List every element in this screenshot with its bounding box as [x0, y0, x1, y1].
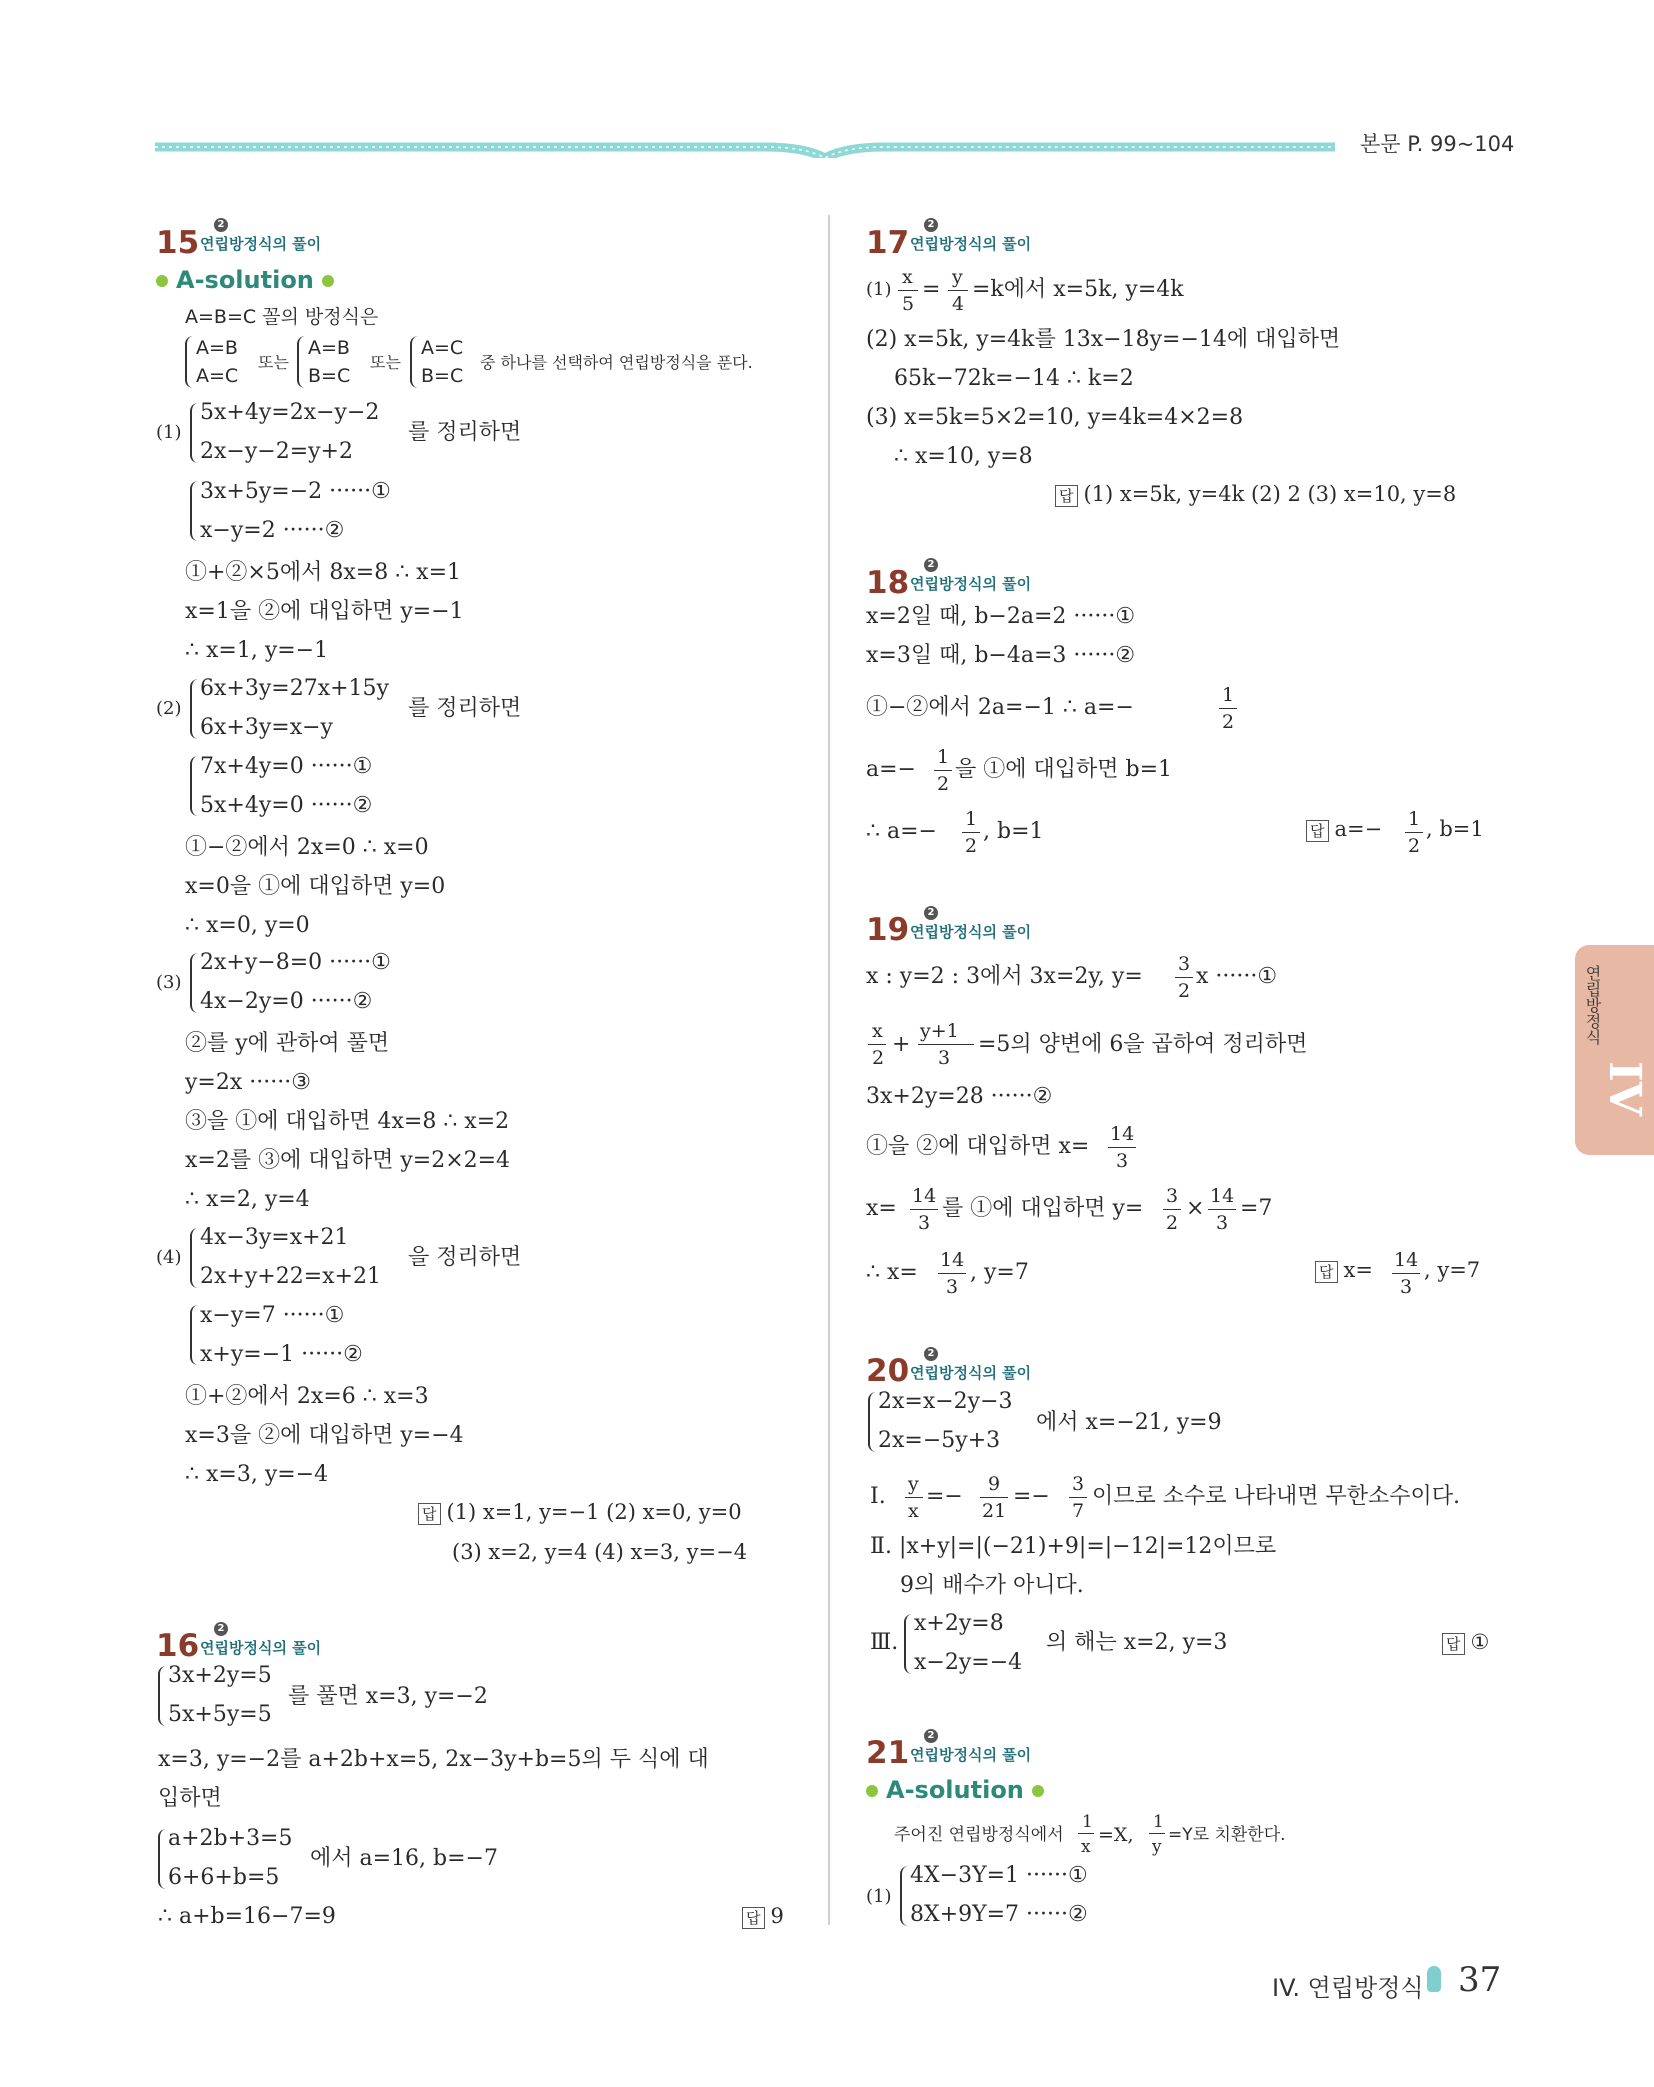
solution-line: ∴ a+b=16−7=9 [158, 1904, 336, 1929]
solution-line: x=3일 때, b−4a=3 ······② [866, 643, 1136, 668]
operator: =− [1013, 1484, 1050, 1509]
page-number: 37 [1458, 1960, 1502, 2000]
equation: x−y=7 ······① [200, 1303, 345, 1328]
answer-mark-icon: 답 [1442, 1633, 1465, 1655]
fraction-numerator: 14 [1110, 1123, 1135, 1145]
fraction-denominator: 2 [1408, 835, 1421, 857]
solution-line: 중 하나를 선택하여 연립방정식을 푼다. [480, 353, 753, 372]
equation: = [922, 277, 941, 302]
brace-icon [410, 336, 420, 388]
fraction-numerator: y+1 [920, 1020, 959, 1042]
question-topic-label: 2 연립방정식의 풀이 [200, 1623, 322, 1657]
equation: 8X+9Y=7 ······② [910, 1902, 1088, 1927]
fraction-denominator: 5 [902, 293, 915, 315]
fraction-denominator: 7 [1072, 1500, 1085, 1522]
answer-line: , b=1 [1426, 817, 1484, 841]
question-number-19: 19 [866, 912, 910, 948]
solution-line: ①−②에서 2x=0 ∴ x=0 [185, 835, 429, 860]
answer-line: , y=7 [1424, 1258, 1481, 1282]
solution-line: x= [866, 1196, 897, 1221]
solution-line: ∴ x=10, y=8 [894, 444, 1033, 469]
fraction-denominator: 2 [937, 773, 950, 795]
level-mark: 2 [924, 558, 938, 572]
answer-line: 답 (1) x=5k, y=4k (2) 2 (3) x=10, y=8 [1055, 482, 1456, 507]
question-topic-label [200, 218, 321, 254]
solution-line: x=2를 ③에 대입하면 y=2×2=4 [185, 1148, 511, 1173]
page-reference: 본문 P. 99~104 [1360, 132, 1515, 156]
solution-line: 3x+2y=28 ······② [866, 1084, 1053, 1109]
level-mark: 2 [214, 1622, 228, 1636]
fraction-numerator: x [872, 1020, 883, 1042]
operator: + [892, 1032, 911, 1057]
answer-mark-icon: 답 [742, 1907, 765, 1929]
header-decorative-bar [155, 136, 1335, 158]
answer-line: 답 (1) x=1, y=−1 (2) x=0, y=0 [418, 1500, 742, 1525]
fraction-denominator: 2 [1222, 711, 1235, 733]
fraction-numerator: 3 [1166, 1185, 1179, 1207]
solution-line: =7 [1240, 1196, 1273, 1221]
level-mark: 2 [924, 1347, 938, 1361]
answer-line: (3) x=2, y=4 (4) x=3, y=−4 [452, 1540, 748, 1564]
brace-icon [190, 1228, 200, 1288]
side-tab-roman: IV [1598, 1061, 1650, 1116]
solution-line: 을 ①에 대입하면 b=1 [955, 757, 1173, 782]
solution-line: 에서 a=16, b=−7 [310, 1846, 498, 1871]
answer-mark-icon: 답 [418, 1503, 441, 1525]
fraction-numerator: 1 [1153, 1812, 1164, 1832]
equation: =k에서 x=5k, y=4k [972, 277, 1184, 302]
solution-line: x=0을 ①에 대입하면 y=0 [185, 874, 446, 899]
footer-chapter-title: IV. 연립방정식 [1272, 1974, 1424, 2002]
solution-line: Ⅱ. |x+y|=|(−21)+9|=|−12|=12이므로 [870, 1534, 1277, 1559]
solution-line: 이므로 소수로 나타내면 무한소수이다. [1092, 1484, 1461, 1509]
solution-line: 에서 x=−21, y=9 [1036, 1410, 1222, 1435]
question-number-17: 17 [866, 225, 910, 261]
equation: 4X−3Y=1 ······① [910, 1863, 1088, 1888]
solution-line: x=1을 ②에 대입하면 y=−1 [185, 599, 464, 624]
equation: 2x−y−2=y+2 [200, 439, 353, 464]
solution-line: 을 정리하면 [408, 1245, 522, 1270]
fraction-denominator: 21 [982, 1500, 1007, 1522]
solution-line: ∴ a=− [866, 819, 937, 844]
brace-icon [158, 1829, 168, 1889]
column-divider [828, 215, 830, 1925]
solution-line: 9의 배수가 아니다. [900, 1573, 1084, 1598]
answer-line: 답 9 [742, 1904, 784, 1929]
fraction-denominator: x [908, 1500, 919, 1522]
equation: 2x+y−8=0 ······① [200, 950, 391, 975]
equation: 2x=−5y+3 [878, 1428, 1001, 1453]
fraction-numerator: 1 [937, 746, 950, 768]
equation: 2x=x−2y−3 [878, 1389, 1013, 1414]
equation: 5x+4y=0 ······② [200, 793, 373, 818]
solution-line: ∴ x= [866, 1260, 918, 1285]
fraction-numerator: 1 [1222, 684, 1235, 706]
equation: 4x−2y=0 ······② [200, 989, 373, 1014]
equation: 3x+5y=−2 ······① [200, 479, 391, 504]
solution-line: 65k−72k=−14 ∴ k=2 [894, 366, 1134, 391]
connector-text: 또는 [370, 353, 401, 372]
fraction-numerator: y [952, 266, 963, 288]
solution-line: ①을 ②에 대입하면 x= [866, 1134, 1090, 1159]
solution-line: 를 ①에 대입하면 y= [942, 1196, 1144, 1221]
bullet-dot-icon [1032, 1785, 1044, 1797]
solution-line: ∴ x=2, y=4 [185, 1187, 310, 1212]
equation: 3x+2y=5 [168, 1663, 272, 1688]
solution-line: a=− [866, 757, 916, 782]
solution-line: , y=7 [970, 1260, 1029, 1285]
equation: A=B [308, 337, 350, 359]
fraction-numerator: 14 [1210, 1185, 1235, 1207]
item-number: (2) [156, 698, 182, 719]
brace-icon [190, 1305, 200, 1365]
solution-line: y=2x ······③ [185, 1070, 311, 1095]
fraction-numerator: y [908, 1473, 919, 1495]
fraction-numerator: 14 [912, 1185, 937, 1207]
equation: a+2b+3=5 [168, 1826, 293, 1851]
equation: A=C [421, 337, 464, 359]
equation: x−2y=−4 [914, 1650, 1023, 1675]
equation: B=C [421, 365, 464, 387]
fraction-numerator: 3 [1072, 1473, 1085, 1495]
level-mark: 2 [214, 218, 228, 232]
fraction-numerator: 14 [1394, 1249, 1419, 1271]
a-solution-label: A-solution [858, 1776, 1052, 1804]
answer-line: 답 a=− [1306, 817, 1382, 842]
equation: 6+6+b=5 [168, 1865, 280, 1890]
brace-icon [190, 953, 200, 1013]
bullet-dot-icon [866, 1785, 878, 1797]
solution-line: ∴ x=3, y=−4 [185, 1462, 329, 1487]
question-topic-label: 2 연립방정식의 풀이 [910, 1348, 1032, 1382]
answer-mark-icon: 답 [1306, 820, 1329, 842]
solution-line: x : y=2 : 3에서 3x=2y, y= [866, 964, 1143, 989]
connector-text: 또는 [258, 353, 289, 372]
solution-line: 를 정리하면 [408, 696, 522, 721]
fraction-numerator: 3 [1178, 953, 1191, 975]
item-number: Ⅰ. [870, 1484, 886, 1509]
solution-line: x=3, y=−2를 a+2b+x=5, 2x−3y+b=5의 두 식에 대 [158, 1747, 709, 1772]
fraction-denominator: 2 [1178, 980, 1191, 1002]
bulb-icon [1427, 1966, 1441, 1992]
a-solution-label: A-solution [148, 266, 342, 294]
solution-line: (3) x=5k=5×2=10, y=4k=4×2=8 [866, 405, 1244, 430]
solution-line: 의 해는 x=2, y=3 [1046, 1630, 1228, 1655]
item-number: (3) [156, 972, 182, 993]
brace-icon [190, 679, 200, 739]
brace-icon [297, 336, 307, 388]
question-number-21: 21 [866, 1735, 910, 1771]
answer-mark-icon: 답 [1055, 485, 1078, 507]
solution-line: x=3을 ②에 대입하면 y=−4 [185, 1423, 464, 1448]
solution-line: ②를 y에 관하여 풀면 [185, 1031, 390, 1056]
equation: 4x−3y=x+21 [200, 1225, 349, 1250]
answer-line: 답 ① [1442, 1630, 1489, 1655]
equation: 2x+y+22=x+21 [200, 1264, 381, 1289]
fraction-numerator: 14 [940, 1249, 965, 1271]
solution-line: ①+②×5에서 8x=8 ∴ x=1 [185, 560, 462, 585]
fraction-denominator: 3 [918, 1212, 931, 1234]
fraction-denominator: y [1152, 1837, 1162, 1857]
brace-icon [158, 1666, 168, 1726]
bullet-dot-icon [156, 275, 168, 287]
fraction-denominator: 2 [965, 835, 978, 857]
answer-line: 답 x= [1315, 1258, 1373, 1283]
answer-mark-icon: 답 [1315, 1261, 1338, 1283]
brace-icon [190, 481, 200, 541]
solution-line: x=2일 때, b−2a=2 ······① [866, 604, 1136, 629]
brace-icon [190, 756, 200, 816]
solution-line: ①+②에서 2x=6 ∴ x=3 [185, 1384, 429, 1409]
fraction-denominator: 3 [946, 1276, 959, 1298]
fraction-denominator: 3 [1400, 1276, 1413, 1298]
operator: =− [926, 1484, 963, 1509]
solution-line: ①−②에서 2a=−1 ∴ a=− [866, 695, 1134, 720]
brace-icon [190, 403, 200, 463]
fraction-denominator: 2 [872, 1047, 885, 1069]
brace-icon [900, 1866, 910, 1926]
question-number-20: 20 [866, 1353, 910, 1389]
equation: 5x+4y=2x−y−2 [200, 400, 380, 425]
bullet-dot-icon [322, 275, 334, 287]
question-topic-label: 2 연립방정식의 풀이 [910, 907, 1032, 941]
fraction-numerator: 1 [1408, 808, 1421, 830]
item-number: Ⅲ. [870, 1630, 899, 1655]
question-number-16: 16 [156, 1628, 200, 1664]
fraction-numerator: 9 [988, 1473, 1001, 1495]
level-mark: 2 [924, 1729, 938, 1743]
side-tab-label: 연립방정식 [1583, 965, 1602, 1045]
question-topic-label: 2 연립방정식의 풀이 [910, 219, 1032, 253]
solution-line: x ······① [1196, 964, 1278, 989]
solution-line: =5의 양변에 6을 곱하여 정리하면 [978, 1032, 1308, 1057]
brace-icon [868, 1392, 878, 1452]
fraction-numerator: x [902, 266, 913, 288]
equation: x−y=2 ······② [200, 518, 345, 543]
operator: × [1186, 1196, 1205, 1221]
question-number-18: 18 [866, 565, 910, 601]
question-number-15: 15 [156, 225, 200, 261]
solution-line: , b=1 [983, 819, 1044, 844]
question-topic-label: 2 연립방정식의 풀이 [910, 1730, 1032, 1764]
solution-line: ∴ x=0, y=0 [185, 913, 310, 938]
topic-text: 연립방정식의 풀이 [200, 235, 322, 253]
solution-line: 주어진 연립방정식에서 [894, 1825, 1064, 1845]
solution-line: 를 정리하면 [408, 420, 522, 445]
question-topic-label: 2 연립방정식의 풀이 [910, 559, 1032, 593]
equation: =X, [1098, 1824, 1134, 1846]
chapter-side-tab [1575, 945, 1654, 1155]
fraction-denominator: 4 [952, 293, 965, 315]
fraction-denominator: 3 [1216, 1212, 1229, 1234]
level-mark: 2 [924, 218, 938, 232]
fraction-numerator: 1 [965, 808, 978, 830]
solution-line: 입하면 [158, 1786, 222, 1811]
solution-line: (2) x=5k, y=4k를 13x−18y=−14에 대입하면 [866, 327, 1341, 352]
equation: 7x+4y=0 ······① [200, 754, 373, 779]
item-number: (4) [156, 1247, 182, 1268]
equation: 5x+5y=5 [168, 1702, 272, 1727]
equation: x+2y=8 [914, 1611, 1004, 1636]
equation: 6x+3y=27x+15y [200, 676, 389, 701]
fraction-denominator: x [1081, 1837, 1091, 1857]
item-number: (1) [866, 1886, 892, 1907]
equation: B=C [308, 365, 351, 387]
equation: A=C [196, 365, 239, 387]
item-number: (1) [866, 279, 892, 300]
fraction-denominator: 3 [1116, 1150, 1129, 1172]
solution-line: ③을 ①에 대입하면 4x=8 ∴ x=2 [185, 1109, 510, 1134]
fraction-numerator: 1 [1082, 1812, 1093, 1832]
level-mark: 2 [924, 906, 938, 920]
solution-line: A=B=C 꼴의 방정식은 [185, 306, 379, 328]
fraction-denominator: 3 [938, 1047, 951, 1069]
solution-line: ∴ x=1, y=−1 [185, 638, 329, 663]
brace-icon [185, 336, 195, 388]
equation: x+y=−1 ······② [200, 1342, 363, 1367]
brace-icon [904, 1614, 914, 1674]
solution-line: 를 풀면 x=3, y=−2 [288, 1684, 488, 1709]
solution-line: =Y로 치환한다. [1168, 1825, 1286, 1845]
item-number: (1) [156, 422, 182, 443]
equation: A=B [196, 337, 238, 359]
fraction-denominator: 2 [1166, 1212, 1179, 1234]
equation: 6x+3y=x−y [200, 715, 333, 740]
